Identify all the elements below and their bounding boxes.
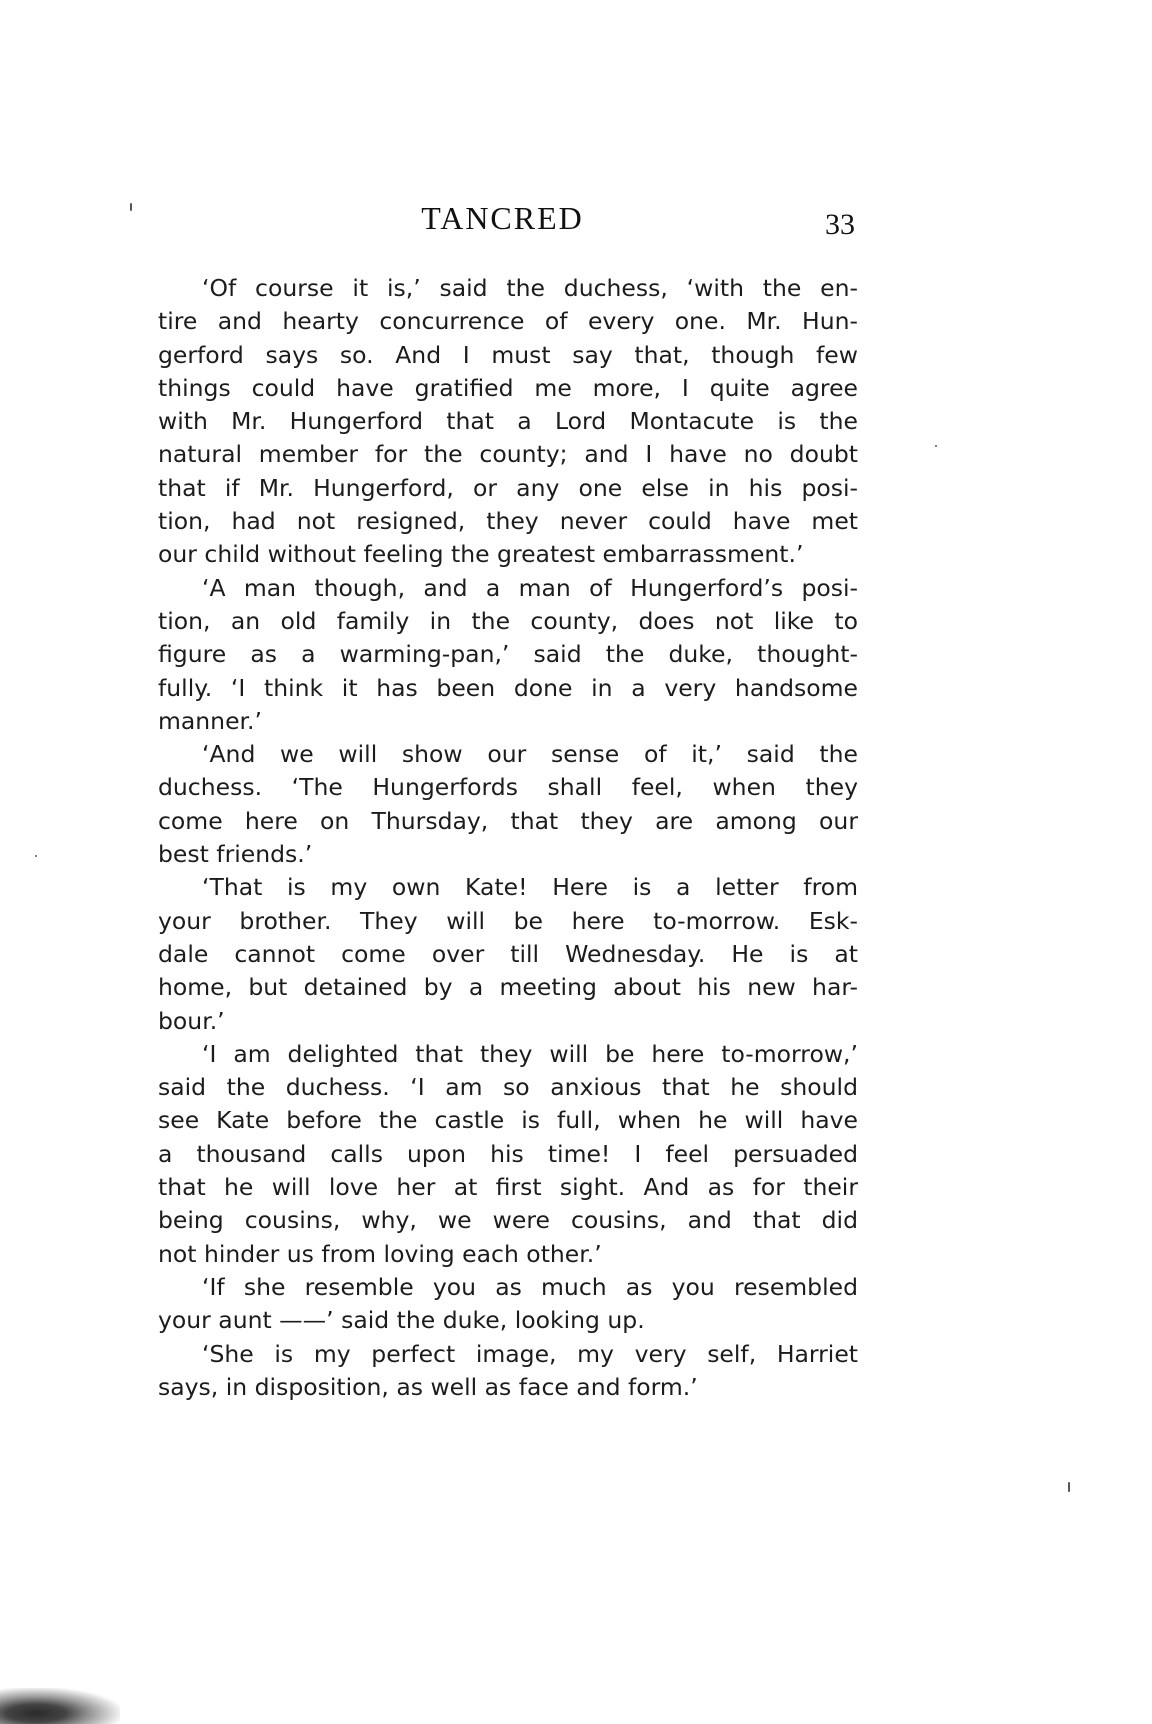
text-line: natural member for the county; and I have no doubt [158, 440, 858, 469]
scan-speck [935, 445, 937, 447]
text-line: ‘And we will show our sense of it,’ said the [202, 740, 858, 769]
text-line: ‘A man though, and a man of Hungerford’s posi- [202, 573, 858, 602]
page-number: 33 [825, 208, 855, 241]
scan-speck [1068, 1482, 1070, 1492]
text-line: figure as a warming-pan,’ said the duke, thought- [158, 640, 858, 669]
text-line: tion, had not resigned, they never could have met [158, 507, 858, 536]
text-line: best friends.’ [158, 840, 313, 869]
text-line: our child without feeling the greatest embarrassment.’ [158, 540, 804, 569]
running-title: TANCRED [421, 200, 584, 236]
text-line: dale cannot come over till Wednesday. He is at [158, 939, 858, 968]
text-line: gerford says so. And I must say that, though few [158, 340, 858, 369]
text-line: see Kate before the castle is full, when he will have [158, 1106, 858, 1135]
text-line: says, in disposition, as well as face and form.’ [158, 1372, 698, 1401]
text-line: being cousins, why, we were cousins, and that did [158, 1206, 858, 1235]
scan-smudge [0, 1688, 120, 1724]
body-text [158, 272, 858, 1404]
text-line: that he will love her at first sight. And as for their [158, 1173, 858, 1202]
text-line: not hinder us from loving each other.’ [158, 1239, 602, 1268]
text-line: fully. ‘I think it has been done in a very handsome [158, 673, 858, 702]
text-line: with Mr. Hungerford that a Lord Montacute is the [158, 407, 858, 436]
text-line: ‘If she resemble you as much as you resembled [202, 1272, 858, 1301]
text-line: duchess. ‘The Hungerfords shall feel, when they [158, 773, 858, 802]
text-line: tire and hearty concurrence of every one. Mr. Hun- [158, 307, 858, 336]
text-line: your aunt ——’ said the duke, looking up. [158, 1306, 645, 1335]
running-head [150, 200, 855, 250]
text-line: come here on Thursday, that they are among our [158, 806, 858, 835]
text-line: that if Mr. Hungerford, or any one else in his posi- [158, 473, 858, 502]
scan-speck [130, 203, 132, 211]
text-line: ‘I am delighted that they will be here to-morrow,’ [202, 1039, 858, 1068]
text-line: a thousand calls upon his time! I feel persuaded [158, 1139, 858, 1168]
text-line: bour.’ [158, 1006, 225, 1035]
text-line: home, but detained by a meeting about his new har- [158, 973, 858, 1002]
text-line: things could have gratified me more, I quite agree [158, 373, 858, 402]
text-line: ‘That is my own Kate! Here is a letter from [202, 873, 858, 902]
text-line: your brother. They will be here to-morrow. Esk- [158, 906, 858, 935]
text-line: manner.’ [158, 706, 262, 735]
text-line: tion, an old family in the county, does not like to [158, 606, 858, 635]
scan-speck [35, 855, 37, 857]
text-line: ‘Of course it is,’ said the duchess, ‘with the en- [202, 274, 858, 302]
text-line: said the duchess. ‘I am so anxious that he should [158, 1073, 858, 1102]
text-line: ‘She is my perfect image, my very self, Harriet [202, 1339, 858, 1368]
